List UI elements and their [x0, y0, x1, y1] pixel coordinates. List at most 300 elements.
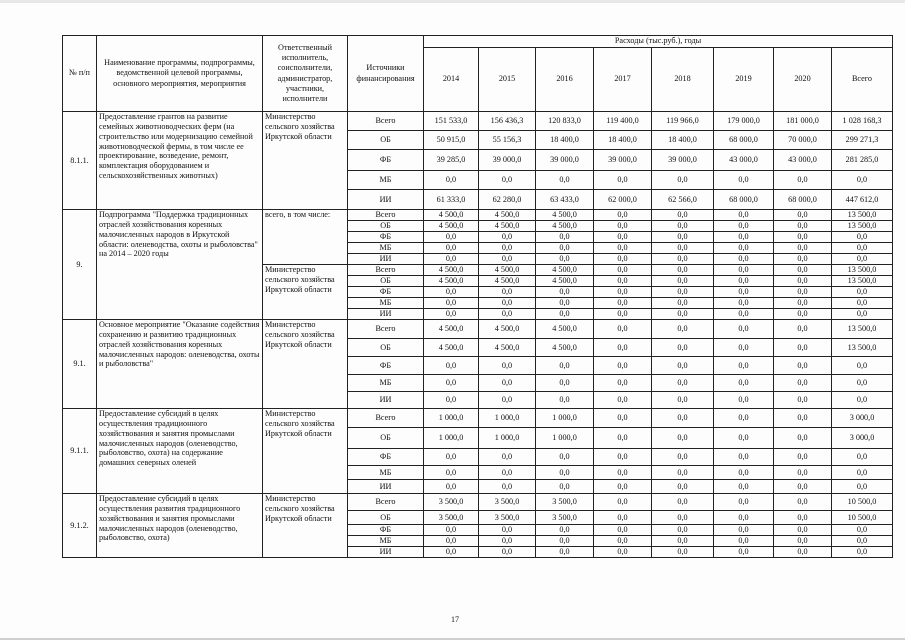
value-cell: 0,0	[424, 171, 479, 190]
responsible-executor: всего, в том числе:	[263, 210, 348, 265]
value-cell: 0,0	[714, 480, 774, 494]
source-cell: ФБ	[348, 525, 424, 536]
total-cell: 3 000,0	[832, 409, 893, 428]
value-cell: 0,0	[594, 466, 652, 480]
value-cell: 39 000,0	[652, 150, 714, 171]
value-cell: 0,0	[536, 375, 594, 392]
activity-name: Предоставление субсидий в целях осуществления развития традиционного хозяйствования и занятия промыслами малочисленных народов (оленеводство, рыболовство, охота)	[97, 494, 263, 558]
value-cell: 18 400,0	[594, 131, 652, 150]
value-cell: 0,0	[536, 287, 594, 298]
value-cell: 0,0	[594, 480, 652, 494]
value-cell: 18 400,0	[536, 131, 594, 150]
value-cell: 120 833,0	[536, 112, 594, 131]
table-row	[63, 210, 893, 221]
source-cell: МБ	[348, 375, 424, 392]
value-cell: 0,0	[714, 449, 774, 466]
value-cell: 0,0	[652, 449, 714, 466]
value-cell: 0,0	[714, 232, 774, 243]
value-cell: 0,0	[774, 428, 832, 449]
value-cell: 4 500,0	[424, 320, 479, 339]
value-cell: 0,0	[594, 210, 652, 221]
value-cell: 0,0	[774, 171, 832, 190]
responsible-executor: Министерство сельского хозяйства Иркутской области	[263, 265, 348, 320]
value-cell: 119 400,0	[594, 112, 652, 131]
total-cell: 0,0	[832, 232, 893, 243]
value-cell: 3 500,0	[424, 511, 479, 525]
value-cell: 0,0	[479, 480, 536, 494]
value-cell: 0,0	[424, 525, 479, 536]
value-cell: 0,0	[652, 171, 714, 190]
value-cell: 0,0	[774, 265, 832, 276]
value-cell: 0,0	[479, 466, 536, 480]
value-cell: 0,0	[424, 232, 479, 243]
source-cell: ОБ	[348, 131, 424, 150]
value-cell: 0,0	[594, 221, 652, 232]
value-cell: 3 500,0	[424, 494, 479, 511]
value-cell: 0,0	[594, 243, 652, 254]
total-cell: 0,0	[832, 171, 893, 190]
row-number: 9.1.2.	[63, 494, 97, 558]
header-total: Всего	[832, 48, 893, 112]
total-cell: 0,0	[832, 466, 893, 480]
value-cell: 0,0	[424, 480, 479, 494]
value-cell: 0,0	[479, 243, 536, 254]
value-cell: 0,0	[652, 466, 714, 480]
source-cell: ОБ	[348, 221, 424, 232]
budget-table	[62, 35, 893, 558]
value-cell: 0,0	[652, 339, 714, 357]
header-year: 2018	[652, 48, 714, 112]
value-cell: 0,0	[424, 287, 479, 298]
source-cell: ОБ	[348, 428, 424, 449]
value-cell: 1 000,0	[536, 428, 594, 449]
source-cell: МБ	[348, 243, 424, 254]
value-cell: 0,0	[714, 494, 774, 511]
total-cell: 13 500,0	[832, 265, 893, 276]
responsible-executor: Министерство сельского хозяйства Иркутской области	[263, 494, 348, 558]
value-cell: 0,0	[536, 547, 594, 558]
value-cell: 4 500,0	[424, 339, 479, 357]
value-cell: 151 533,0	[424, 112, 479, 131]
value-cell: 0,0	[424, 449, 479, 466]
value-cell: 0,0	[774, 480, 832, 494]
value-cell: 0,0	[479, 232, 536, 243]
value-cell: 43 000,0	[774, 150, 832, 171]
total-cell: 0,0	[832, 392, 893, 409]
source-cell: МБ	[348, 466, 424, 480]
value-cell: 0,0	[652, 254, 714, 265]
value-cell: 0,0	[774, 466, 832, 480]
value-cell: 0,0	[652, 392, 714, 409]
value-cell: 0,0	[652, 536, 714, 547]
value-cell: 4 500,0	[424, 276, 479, 287]
value-cell: 0,0	[479, 449, 536, 466]
value-cell: 4 500,0	[536, 210, 594, 221]
value-cell: 39 000,0	[536, 150, 594, 171]
value-cell: 4 500,0	[479, 265, 536, 276]
value-cell: 0,0	[774, 309, 832, 320]
value-cell: 0,0	[714, 287, 774, 298]
value-cell: 0,0	[714, 276, 774, 287]
value-cell: 1 000,0	[536, 409, 594, 428]
value-cell: 0,0	[424, 298, 479, 309]
value-cell: 0,0	[714, 511, 774, 525]
value-cell: 0,0	[479, 254, 536, 265]
value-cell: 0,0	[652, 265, 714, 276]
value-cell: 0,0	[652, 243, 714, 254]
value-cell: 0,0	[714, 254, 774, 265]
activity-name: Предоставление субсидий в целях осуществления традиционного хозяйствования и занятия промыслами малочисленных народов (оленеводство, рыболовство, охота) на содержание домашних северных оленей	[97, 409, 263, 494]
responsible-executor: Министерство сельского хозяйства Иркутской области	[263, 320, 348, 409]
activity-name: Подпрограмма "Поддержка традиционных отраслей хозяйствования коренных малочисленных народов в Иркутской области: оленеводства, охоты и рыболовства" на 2014 – 2020 годы	[97, 210, 263, 320]
value-cell: 0,0	[479, 392, 536, 409]
table-body	[63, 36, 893, 558]
value-cell: 0,0	[536, 536, 594, 547]
value-cell: 3 500,0	[536, 511, 594, 525]
value-cell: 0,0	[479, 547, 536, 558]
value-cell: 0,0	[714, 210, 774, 221]
value-cell: 62 566,0	[652, 190, 714, 210]
value-cell: 0,0	[536, 254, 594, 265]
row-number: 8.1.1.	[63, 112, 97, 210]
table-row	[63, 112, 893, 131]
total-cell: 0,0	[832, 547, 893, 558]
row-number: 9.1.	[63, 320, 97, 409]
total-cell: 0,0	[832, 536, 893, 547]
source-cell: ИИ	[348, 190, 424, 210]
source-cell: Всего	[348, 409, 424, 428]
value-cell: 0,0	[652, 276, 714, 287]
value-cell: 0,0	[652, 494, 714, 511]
value-cell: 0,0	[652, 547, 714, 558]
total-cell: 10 500,0	[832, 494, 893, 511]
total-cell: 0,0	[832, 480, 893, 494]
value-cell: 0,0	[594, 511, 652, 525]
value-cell: 0,0	[594, 320, 652, 339]
value-cell: 0,0	[594, 287, 652, 298]
value-cell: 0,0	[714, 309, 774, 320]
value-cell: 3 500,0	[479, 494, 536, 511]
total-cell: 0,0	[832, 287, 893, 298]
value-cell: 68 000,0	[714, 131, 774, 150]
table-row	[63, 320, 893, 339]
value-cell: 4 500,0	[479, 210, 536, 221]
total-cell: 13 500,0	[832, 221, 893, 232]
value-cell: 0,0	[652, 309, 714, 320]
value-cell: 0,0	[652, 525, 714, 536]
value-cell: 62 000,0	[594, 190, 652, 210]
value-cell: 0,0	[714, 339, 774, 357]
value-cell: 0,0	[774, 375, 832, 392]
value-cell: 0,0	[424, 357, 479, 375]
value-cell: 0,0	[652, 287, 714, 298]
header-expenses: Расходы (тыс.руб.), годы	[424, 36, 893, 48]
value-cell: 0,0	[652, 409, 714, 428]
source-cell: Всего	[348, 265, 424, 276]
value-cell: 4 500,0	[479, 276, 536, 287]
value-cell: 0,0	[714, 547, 774, 558]
value-cell: 0,0	[536, 243, 594, 254]
value-cell: 0,0	[424, 254, 479, 265]
value-cell: 0,0	[652, 511, 714, 525]
value-cell: 0,0	[424, 466, 479, 480]
value-cell: 0,0	[594, 254, 652, 265]
value-cell: 39 000,0	[479, 150, 536, 171]
value-cell: 0,0	[536, 309, 594, 320]
value-cell: 0,0	[536, 171, 594, 190]
source-cell: ИИ	[348, 254, 424, 265]
value-cell: 0,0	[714, 466, 774, 480]
value-cell: 181 000,0	[774, 112, 832, 131]
value-cell: 0,0	[536, 525, 594, 536]
source-cell: Всего	[348, 494, 424, 511]
source-cell: ИИ	[348, 309, 424, 320]
value-cell: 0,0	[774, 320, 832, 339]
value-cell: 0,0	[594, 265, 652, 276]
value-cell: 0,0	[479, 375, 536, 392]
source-cell: ОБ	[348, 511, 424, 525]
value-cell: 4 500,0	[479, 320, 536, 339]
value-cell: 0,0	[536, 466, 594, 480]
source-cell: ИИ	[348, 392, 424, 409]
value-cell: 4 500,0	[479, 221, 536, 232]
total-cell: 0,0	[832, 357, 893, 375]
value-cell: 0,0	[714, 265, 774, 276]
source-cell: ИИ	[348, 547, 424, 558]
source-cell: МБ	[348, 298, 424, 309]
total-cell: 299 271,3	[832, 131, 893, 150]
value-cell: 0,0	[479, 287, 536, 298]
total-cell: 0,0	[832, 309, 893, 320]
source-cell: ФБ	[348, 357, 424, 375]
value-cell: 0,0	[774, 243, 832, 254]
value-cell: 0,0	[774, 287, 832, 298]
value-cell: 3 500,0	[536, 494, 594, 511]
value-cell: 4 500,0	[536, 221, 594, 232]
value-cell: 39 285,0	[424, 150, 479, 171]
header-responsible: Ответственный исполнитель, соисполнители, администратор, участники, исполнители	[263, 36, 348, 112]
value-cell: 0,0	[714, 536, 774, 547]
value-cell: 0,0	[714, 171, 774, 190]
responsible-executor: Министерство сельского хозяйства Иркутской области	[263, 112, 348, 210]
value-cell: 0,0	[479, 171, 536, 190]
value-cell: 61 333,0	[424, 190, 479, 210]
value-cell: 0,0	[714, 320, 774, 339]
value-cell: 0,0	[714, 409, 774, 428]
value-cell: 0,0	[536, 392, 594, 409]
value-cell: 0,0	[774, 536, 832, 547]
value-cell: 0,0	[536, 232, 594, 243]
value-cell: 4 500,0	[479, 339, 536, 357]
value-cell: 0,0	[594, 298, 652, 309]
value-cell: 0,0	[774, 298, 832, 309]
value-cell: 0,0	[714, 298, 774, 309]
source-cell: ФБ	[348, 449, 424, 466]
value-cell: 0,0	[594, 547, 652, 558]
value-cell: 0,0	[536, 357, 594, 375]
value-cell: 1 000,0	[424, 428, 479, 449]
header-year: 2020	[774, 48, 832, 112]
source-cell: ФБ	[348, 287, 424, 298]
value-cell: 0,0	[424, 547, 479, 558]
total-cell: 13 500,0	[832, 339, 893, 357]
value-cell: 0,0	[424, 536, 479, 547]
source-cell: ИИ	[348, 480, 424, 494]
header-row-top	[63, 36, 893, 48]
row-number: 9.1.1.	[63, 409, 97, 494]
total-cell: 447 612,0	[832, 190, 893, 210]
value-cell: 68 000,0	[714, 190, 774, 210]
value-cell: 0,0	[774, 210, 832, 221]
value-cell: 4 500,0	[424, 265, 479, 276]
table-row	[63, 494, 893, 511]
value-cell: 0,0	[774, 409, 832, 428]
value-cell: 0,0	[774, 449, 832, 466]
value-cell: 0,0	[714, 525, 774, 536]
header-year: 2017	[594, 48, 652, 112]
value-cell: 0,0	[594, 232, 652, 243]
value-cell: 1 000,0	[479, 428, 536, 449]
source-cell: ОБ	[348, 276, 424, 287]
value-cell: 0,0	[424, 392, 479, 409]
value-cell: 1 000,0	[424, 409, 479, 428]
value-cell: 4 500,0	[424, 221, 479, 232]
value-cell: 0,0	[479, 357, 536, 375]
value-cell: 0,0	[774, 276, 832, 287]
page-number: 17	[451, 615, 459, 624]
header-year: 2019	[714, 48, 774, 112]
source-cell: МБ	[348, 536, 424, 547]
value-cell: 0,0	[714, 357, 774, 375]
value-cell: 0,0	[714, 375, 774, 392]
value-cell: 0,0	[714, 221, 774, 232]
activity-name: Предоставление грантов на развитие семейных животноводческих ферм (на строительство или модернизацию семейной животноводческой фермы, в том числе ее проектирование, возведение, ремонт, комплектация оборудованием и сельскохозяйственных животных)	[97, 112, 263, 210]
header-name: Наименование программы, подпрограммы, ведомственной целевой программы, основного мероприятия, мероприятия	[97, 36, 263, 112]
value-cell: 4 500,0	[536, 276, 594, 287]
value-cell: 0,0	[652, 232, 714, 243]
value-cell: 0,0	[774, 232, 832, 243]
value-cell: 0,0	[479, 536, 536, 547]
value-cell: 0,0	[652, 357, 714, 375]
total-cell: 13 500,0	[832, 210, 893, 221]
total-cell: 0,0	[832, 525, 893, 536]
source-cell: МБ	[348, 171, 424, 190]
value-cell: 0,0	[714, 428, 774, 449]
value-cell: 0,0	[652, 375, 714, 392]
value-cell: 39 000,0	[594, 150, 652, 171]
total-cell: 0,0	[832, 449, 893, 466]
value-cell: 0,0	[594, 357, 652, 375]
value-cell: 119 966,0	[652, 112, 714, 131]
value-cell: 0,0	[774, 357, 832, 375]
header-num: № п/п	[63, 36, 97, 112]
value-cell: 50 915,0	[424, 131, 479, 150]
value-cell: 4 500,0	[536, 339, 594, 357]
value-cell: 0,0	[774, 254, 832, 265]
value-cell: 0,0	[594, 171, 652, 190]
value-cell: 0,0	[536, 480, 594, 494]
value-cell: 0,0	[774, 494, 832, 511]
row-number: 9.	[63, 210, 97, 320]
value-cell: 0,0	[594, 409, 652, 428]
value-cell: 0,0	[479, 298, 536, 309]
value-cell: 18 400,0	[652, 131, 714, 150]
value-cell: 4 500,0	[536, 265, 594, 276]
value-cell: 0,0	[594, 525, 652, 536]
total-cell: 0,0	[832, 254, 893, 265]
value-cell: 62 280,0	[479, 190, 536, 210]
value-cell: 0,0	[594, 339, 652, 357]
value-cell: 3 500,0	[479, 511, 536, 525]
value-cell: 0,0	[424, 243, 479, 254]
value-cell: 0,0	[594, 536, 652, 547]
value-cell: 0,0	[479, 309, 536, 320]
value-cell: 0,0	[652, 428, 714, 449]
value-cell: 0,0	[774, 221, 832, 232]
value-cell: 0,0	[652, 221, 714, 232]
total-cell: 13 500,0	[832, 320, 893, 339]
total-cell: 0,0	[832, 375, 893, 392]
header-source: Источники финансирования	[348, 36, 424, 112]
value-cell: 70 000,0	[774, 131, 832, 150]
total-cell: 0,0	[832, 298, 893, 309]
activity-name: Основное мероприятие "Оказание содействия сохранению и развитию традиционных отраслей хозяйствования коренных малочисленных народов: оленеводства, охоты и рыболовства"	[97, 320, 263, 409]
source-cell: Всего	[348, 320, 424, 339]
value-cell: 0,0	[774, 511, 832, 525]
value-cell: 179 000,0	[714, 112, 774, 131]
value-cell: 0,0	[594, 276, 652, 287]
value-cell: 0,0	[774, 339, 832, 357]
value-cell: 0,0	[714, 243, 774, 254]
value-cell: 0,0	[594, 449, 652, 466]
value-cell: 0,0	[774, 547, 832, 558]
table-row	[63, 409, 893, 428]
header-year: 2015	[479, 48, 536, 112]
value-cell: 4 500,0	[536, 320, 594, 339]
value-cell: 4 500,0	[424, 210, 479, 221]
value-cell: 0,0	[536, 298, 594, 309]
value-cell: 43 000,0	[714, 150, 774, 171]
value-cell: 0,0	[479, 525, 536, 536]
value-cell: 0,0	[594, 494, 652, 511]
source-cell: ОБ	[348, 339, 424, 357]
value-cell: 0,0	[424, 375, 479, 392]
source-cell: Всего	[348, 112, 424, 131]
total-cell: 3 000,0	[832, 428, 893, 449]
total-cell: 10 500,0	[832, 511, 893, 525]
value-cell: 0,0	[536, 449, 594, 466]
value-cell: 0,0	[652, 210, 714, 221]
header-year: 2016	[536, 48, 594, 112]
value-cell: 0,0	[594, 309, 652, 320]
source-cell: ФБ	[348, 150, 424, 171]
value-cell: 0,0	[594, 428, 652, 449]
header-year: 2014	[424, 48, 479, 112]
value-cell: 0,0	[594, 375, 652, 392]
value-cell: 63 433,0	[536, 190, 594, 210]
total-cell: 0,0	[832, 243, 893, 254]
scan-edge-top	[0, 0, 905, 3]
value-cell: 0,0	[652, 298, 714, 309]
value-cell: 0,0	[594, 392, 652, 409]
total-cell: 1 028 168,3	[832, 112, 893, 131]
responsible-executor: Министерство сельского хозяйства Иркутской области	[263, 409, 348, 494]
source-cell: Всего	[348, 210, 424, 221]
value-cell: 0,0	[424, 309, 479, 320]
total-cell: 13 500,0	[832, 276, 893, 287]
value-cell: 0,0	[714, 392, 774, 409]
total-cell: 281 285,0	[832, 150, 893, 171]
